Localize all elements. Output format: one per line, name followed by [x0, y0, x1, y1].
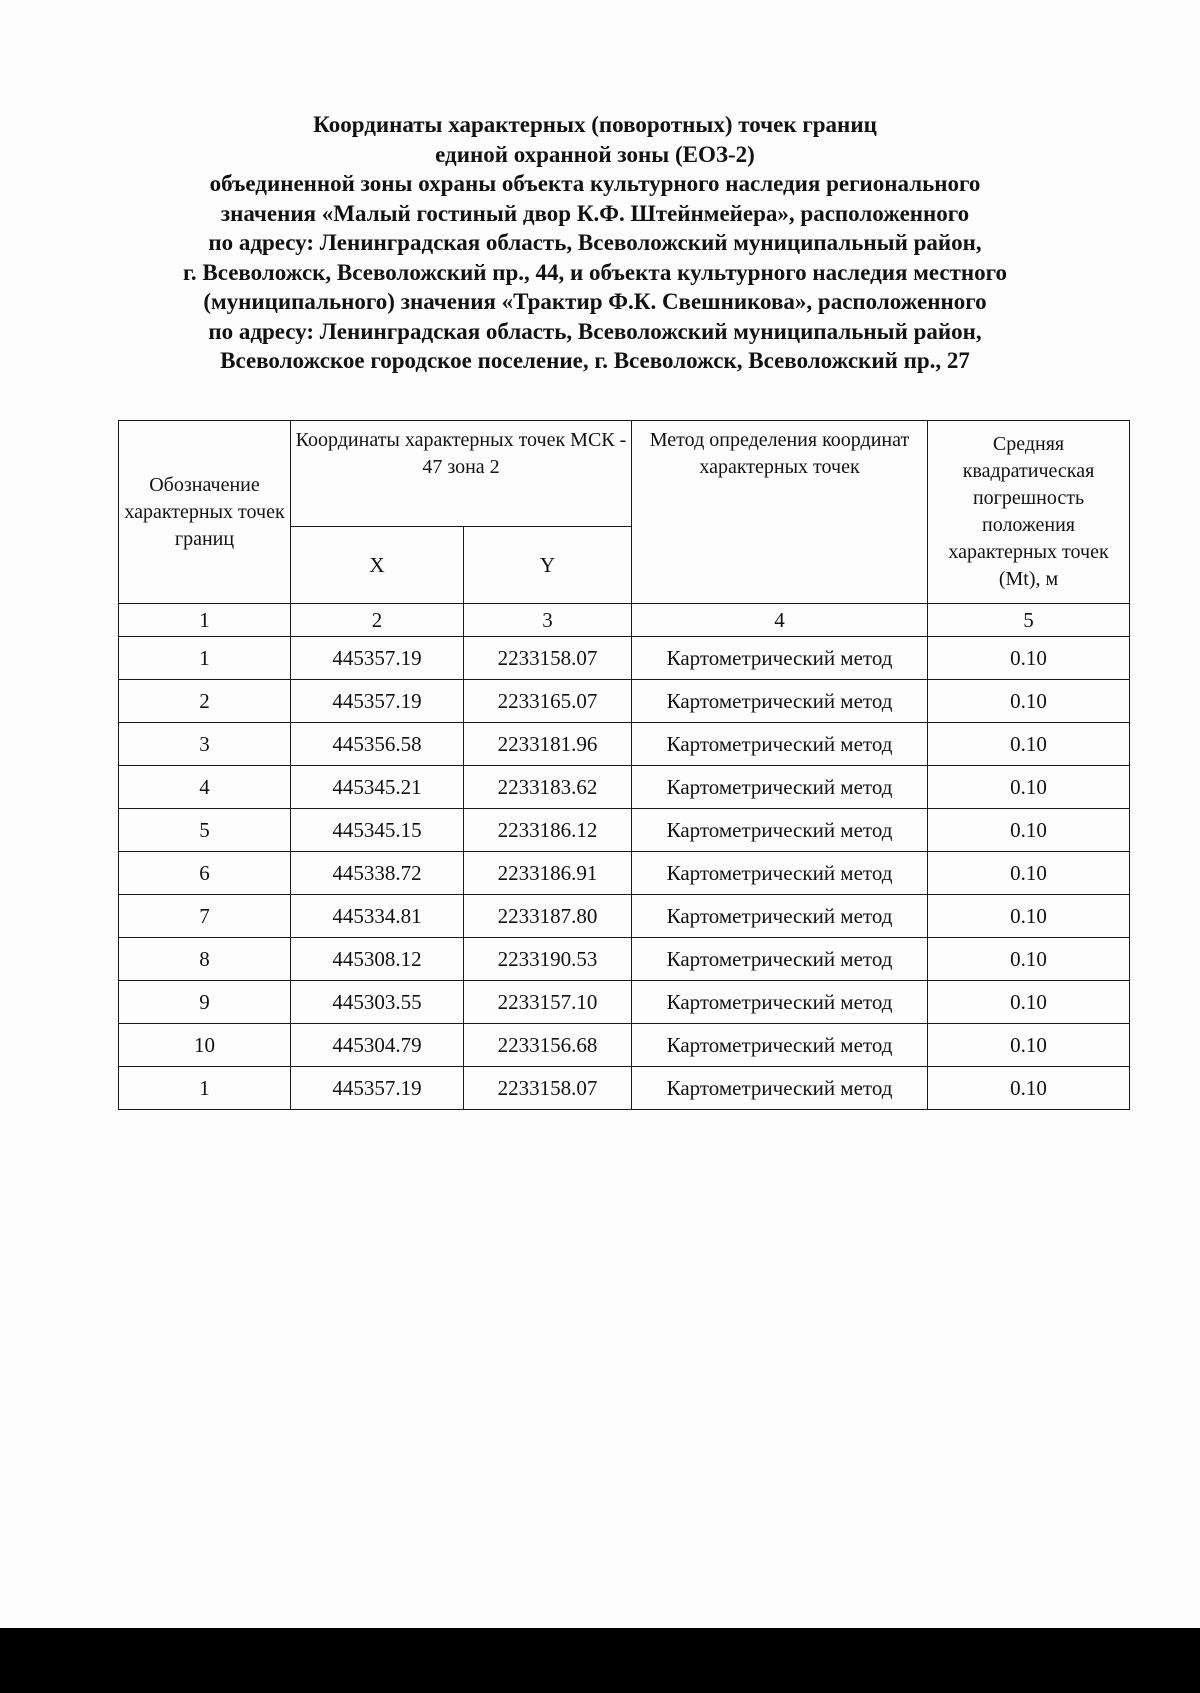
- method-cell: Картометрический метод: [632, 981, 928, 1024]
- header-x: X: [291, 527, 464, 604]
- point-cell: 3: [119, 723, 291, 766]
- error-cell: 0.10: [928, 723, 1130, 766]
- y-cell: 2233186.91: [464, 852, 632, 895]
- y-cell: 2233190.53: [464, 938, 632, 981]
- error-cell: 0.10: [928, 809, 1130, 852]
- method-cell: Картометрический метод: [632, 723, 928, 766]
- error-cell: 0.10: [928, 981, 1130, 1024]
- error-cell: 0.10: [928, 895, 1130, 938]
- y-cell: 2233186.12: [464, 809, 632, 852]
- method-cell: Картометрический метод: [632, 809, 928, 852]
- column-number: 3: [464, 604, 632, 637]
- table-row: [119, 680, 1130, 723]
- table-row: [119, 809, 1130, 852]
- table-row: [119, 852, 1130, 895]
- table-row: [119, 1067, 1130, 1110]
- y-cell: 2233183.62: [464, 766, 632, 809]
- method-cell: Картометрический метод: [632, 637, 928, 680]
- table-row: [119, 1024, 1130, 1067]
- method-cell: Картометрический метод: [632, 938, 928, 981]
- title-line: Координаты характерных (поворотных) точек границ: [313, 112, 877, 137]
- error-cell: 0.10: [928, 1024, 1130, 1067]
- column-number: 4: [632, 604, 928, 637]
- title-line: объединенной зоны охраны объекта культурного наследия регионального: [209, 171, 981, 196]
- title-line: (муниципального) значения «Трактир Ф.К. Свешникова», расположенного: [203, 289, 987, 314]
- y-cell: 2233187.80: [464, 895, 632, 938]
- x-cell: 445357.19: [291, 680, 464, 723]
- error-cell: 0.10: [928, 938, 1130, 981]
- title-line: единой охранной зоны (ЕОЗ-2): [435, 141, 755, 167]
- y-cell: 2233156.68: [464, 1024, 632, 1067]
- x-cell: 445356.58: [291, 723, 464, 766]
- table-row: [119, 938, 1130, 981]
- document-title: [60, 110, 1130, 376]
- error-cell: 0.10: [928, 766, 1130, 809]
- x-cell: 445303.55: [291, 981, 464, 1024]
- point-cell: 6: [119, 852, 291, 895]
- point-cell: 8: [119, 938, 291, 981]
- x-cell: 445357.19: [291, 1067, 464, 1110]
- method-cell: Картометрический метод: [632, 895, 928, 938]
- title-line: Всеволожское городское поселение, г. Всеволожск, Всеволожский пр., 27: [220, 348, 970, 373]
- y-cell: 2233165.07: [464, 680, 632, 723]
- x-cell: 445334.81: [291, 895, 464, 938]
- table-row: [119, 723, 1130, 766]
- title-line: г. Всеволожск, Всеволожский пр., 44, и объекта культурного наследия местного: [183, 259, 1007, 285]
- method-cell: Картометрический метод: [632, 766, 928, 809]
- method-cell: Картометрический метод: [632, 1024, 928, 1067]
- title-line: по адресу: Ленинградская область, Всеволожский муниципальный район,: [208, 318, 982, 344]
- x-cell: 445304.79: [291, 1024, 464, 1067]
- column-number: 2: [291, 604, 464, 637]
- y-cell: 2233181.96: [464, 723, 632, 766]
- scan-bottom-edge: [0, 1628, 1200, 1693]
- point-cell: 7: [119, 895, 291, 938]
- x-cell: 445338.72: [291, 852, 464, 895]
- x-cell: 445357.19: [291, 637, 464, 680]
- method-cell: Картометрический метод: [632, 1067, 928, 1110]
- method-cell: Картометрический метод: [632, 852, 928, 895]
- column-number: 5: [928, 604, 1130, 637]
- point-cell: 1: [119, 1067, 291, 1110]
- table-row: [119, 766, 1130, 809]
- x-cell: 445345.21: [291, 766, 464, 809]
- header-y: Y: [464, 527, 632, 604]
- point-cell: 2: [119, 680, 291, 723]
- point-cell: 1: [119, 637, 291, 680]
- y-cell: 2233157.10: [464, 981, 632, 1024]
- header-coordinates-group: Координаты характерных точек МСК - 47 зона 2: [291, 421, 632, 527]
- header-error: Средняя квадратическая погрешность положения характерных точек (Mt), м: [928, 421, 1130, 604]
- column-number: 1: [119, 604, 291, 637]
- table-row: [119, 981, 1130, 1024]
- header-method: Метод определения координат характерных точек: [632, 421, 928, 604]
- point-cell: 10: [119, 1024, 291, 1067]
- point-cell: 4: [119, 766, 291, 809]
- error-cell: 0.10: [928, 680, 1130, 723]
- point-cell: 5: [119, 809, 291, 852]
- title-line: значения «Малый гостиный двор К.Ф. Штейнмейера», расположенного: [220, 200, 970, 226]
- point-cell: 9: [119, 981, 291, 1024]
- title-line: по адресу: Ленинградская область, Всеволожский муниципальный район,: [208, 230, 982, 255]
- y-cell: 2233158.07: [464, 637, 632, 680]
- table-row: [119, 895, 1130, 938]
- coordinates-table: [118, 420, 1130, 1110]
- header-designation: Обозначение характерных точек границ: [119, 421, 291, 604]
- error-cell: 0.10: [928, 852, 1130, 895]
- error-cell: 0.10: [928, 1067, 1130, 1110]
- x-cell: 445345.15: [291, 809, 464, 852]
- x-cell: 445308.12: [291, 938, 464, 981]
- method-cell: Картометрический метод: [632, 680, 928, 723]
- y-cell: 2233158.07: [464, 1067, 632, 1110]
- table-row: [119, 637, 1130, 680]
- error-cell: 0.10: [928, 637, 1130, 680]
